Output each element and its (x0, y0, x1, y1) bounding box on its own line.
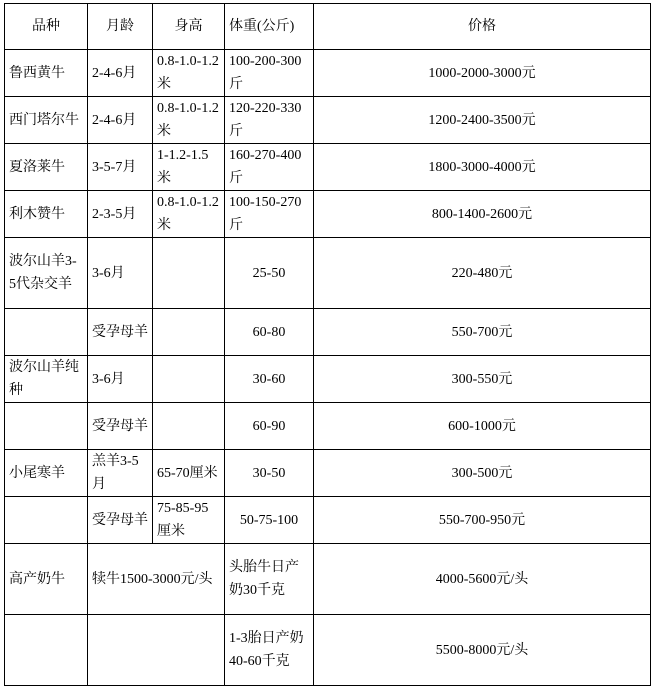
cell-age: 羔羊3-5月 (88, 450, 153, 497)
cell-height (153, 356, 225, 403)
table-row (5, 615, 651, 686)
table-row (5, 497, 651, 544)
cell-breed: 鲁西黄牛 (5, 50, 88, 97)
header-age: 月龄 (88, 4, 153, 50)
cell-price: 300-550元 (314, 356, 651, 403)
cell-price: 550-700元 (314, 309, 651, 356)
cell-weight: 60-80 (225, 309, 314, 356)
table-row (5, 238, 651, 309)
table-header-row (5, 4, 651, 50)
cell-weight: 50-75-100 (225, 497, 314, 544)
cell-price: 600-1000元 (314, 403, 651, 450)
header-height: 身高 (153, 4, 225, 50)
table-row (5, 191, 651, 238)
cell-height (153, 309, 225, 356)
cell-price: 300-500元 (314, 450, 651, 497)
table-row (5, 309, 651, 356)
header-weight: 体重(公斤) (225, 4, 314, 50)
cell-weight: 25-50 (225, 238, 314, 309)
livestock-price-table (4, 3, 651, 686)
cell-price: 1200-2400-3500元 (314, 97, 651, 144)
cell-price: 220-480元 (314, 238, 651, 309)
table-row (5, 144, 651, 191)
cell-price: 1800-3000-4000元 (314, 144, 651, 191)
cell-age-height: 犊牛1500-3000元/头 (88, 544, 225, 615)
cell-breed: 波尔山羊3-5代杂交羊 (5, 238, 88, 309)
cell-age: 3-6月 (88, 238, 153, 309)
cell-breed: 夏洛莱牛 (5, 144, 88, 191)
cell-age: 受孕母羊 (88, 403, 153, 450)
table-row (5, 356, 651, 403)
cell-height: 0.8-1.0-1.2米 (153, 97, 225, 144)
cell-height: 65-70厘米 (153, 450, 225, 497)
cell-age: 受孕母羊 (88, 309, 153, 356)
cell-price: 1000-2000-3000元 (314, 50, 651, 97)
cell-height: 75-85-95厘米 (153, 497, 225, 544)
table-row (5, 450, 651, 497)
cell-breed: 利木赞牛 (5, 191, 88, 238)
cell-height: 1-1.2-1.5米 (153, 144, 225, 191)
cell-height: 0.8-1.0-1.2米 (153, 191, 225, 238)
cell-age: 2-4-6月 (88, 50, 153, 97)
table-row (5, 544, 651, 615)
cell-breed: 西门塔尔牛 (5, 97, 88, 144)
cell-breed (5, 309, 88, 356)
cell-price: 800-1400-2600元 (314, 191, 651, 238)
cell-weight: 100-200-300斤 (225, 50, 314, 97)
cell-age-height (88, 615, 225, 686)
cell-age: 3-5-7月 (88, 144, 153, 191)
cell-breed (5, 403, 88, 450)
cell-weight: 60-90 (225, 403, 314, 450)
cell-age: 2-4-6月 (88, 97, 153, 144)
cell-weight: 160-270-400斤 (225, 144, 314, 191)
cell-height (153, 238, 225, 309)
cell-price: 5500-8000元/头 (314, 615, 651, 686)
cell-weight: 100-150-270斤 (225, 191, 314, 238)
header-breed: 品种 (5, 4, 88, 50)
cell-weight: 120-220-330斤 (225, 97, 314, 144)
cell-weight: 30-50 (225, 450, 314, 497)
cell-weight: 30-60 (225, 356, 314, 403)
cell-breed (5, 497, 88, 544)
cell-breed: 小尾寒羊 (5, 450, 88, 497)
cell-age: 2-3-5月 (88, 191, 153, 238)
cell-breed (5, 615, 88, 686)
table-row (5, 97, 651, 144)
cell-age: 3-6月 (88, 356, 153, 403)
cell-height (153, 403, 225, 450)
cell-weight: 1-3胎日产奶40-60千克 (225, 615, 314, 686)
header-price: 价格 (314, 4, 651, 50)
table-row (5, 50, 651, 97)
cell-breed: 波尔山羊纯种 (5, 356, 88, 403)
cell-weight: 头胎牛日产奶30千克 (225, 544, 314, 615)
table-row (5, 403, 651, 450)
cell-height: 0.8-1.0-1.2米 (153, 50, 225, 97)
cell-breed: 高产奶牛 (5, 544, 88, 615)
cell-price: 4000-5600元/头 (314, 544, 651, 615)
cell-age: 受孕母羊 (88, 497, 153, 544)
cell-price: 550-700-950元 (314, 497, 651, 544)
